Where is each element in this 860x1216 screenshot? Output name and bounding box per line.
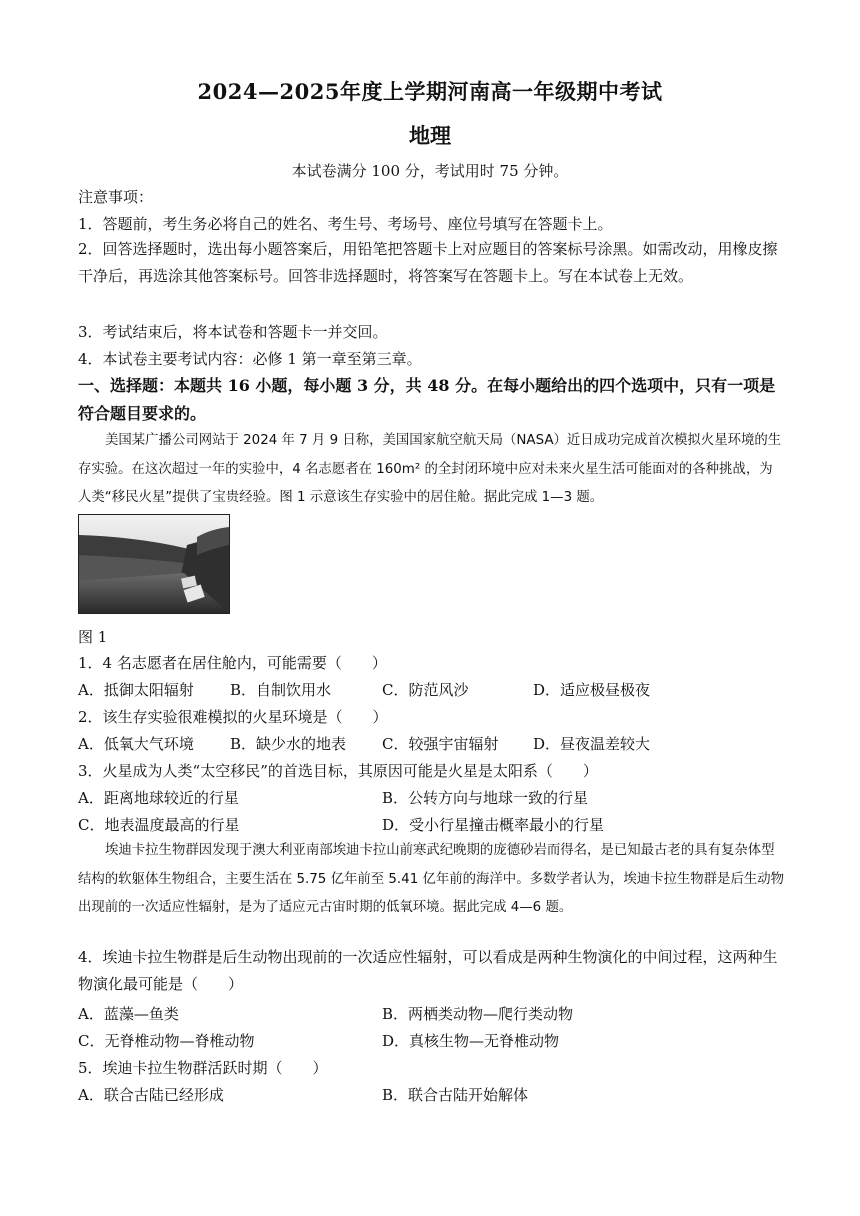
q4-option-a: A．蓝藻—鱼类 <box>78 1005 179 1023</box>
note-2: 2．回答选择题时，选出每小题答案后，用铅笔把答题卡上对应题目的答案标号涂黑。如需改动，用橡皮擦干净后，再选涂其他答案标号。回答非选择题时，将答案写在答题卡上。写在本试卷上无效。 <box>78 240 778 285</box>
q2-option-c: C．较强宇宙辐射 <box>382 735 499 753</box>
passage-2 <box>78 837 784 923</box>
section-1-heading: 一、选择题：本题共 16 小题，每小题 3 分，共 48 分。在每小题给出的四个选项中，只有一项是符合题目要求的。 <box>78 376 776 423</box>
passage-2-text: 埃迪卡拉生物群因发现于澳大利亚南部埃迪卡拉山前寒武纪晚期的庞德砂岩而得名，是已知最古老的具有复杂体型结构的软躯体生物组合，主要生活在 5.75 亿年前至 5.41 亿年前的海洋中。多数学者认为，埃迪卡拉生物群是后生动物出现前的一次适应性辐射，是为了适应元古宙时期的低氧环境。据此完成 4—6 题。 <box>78 843 785 915</box>
exam-subject: 地理 <box>409 123 451 148</box>
q5-option-a: A．联合古陆已经形成 <box>78 1086 224 1104</box>
note-1: 1．答题前，考生务必将自己的姓名、考生号、考场号、座位号填写在答题卡上。 <box>78 215 613 233</box>
q2-option-b: B．缺少水的地表 <box>230 735 347 753</box>
q1-option-b: B．自制饮用水 <box>230 681 332 699</box>
q4-option-b: B．两栖类动物—爬行类动物 <box>382 1005 574 1023</box>
q3-option-d: D．受小行星撞击概率最小的行星 <box>382 816 605 834</box>
exam-meta: 本试卷满分 100 分，考试用时 75 分钟。 <box>291 162 569 180</box>
figure-1-habitat-photo <box>78 514 230 614</box>
passage-1 <box>78 427 784 513</box>
note-4: 4．本试卷主要考试内容：必修 1 第一章至第三章。 <box>78 350 422 368</box>
passage-1-text: 美国某广播公司网站于 2024 年 7 月 9 日称，美国国家航空航天局（NASA）近日成功完成首次模拟火星环境的生存实验。在这次超过一年的实验中，4 名志愿者在 160m² 的全封闭环境中应对未来火星生活可能面对的各种挑战，为人类“移民火星”提供了宝贵经验。图 1 示意该生存实验中的居住舱。据此完成 1—3 题。 <box>78 433 782 505</box>
q4-stem: 4．埃迪卡拉生物群是后生动物出现前的一次适应性辐射，可以看成是两种生物演化的中间过程，这两种生物演化最可能是（ ） <box>78 948 778 993</box>
q5-option-b: B．联合古陆开始解体 <box>382 1086 529 1104</box>
q1-option-a: A．抵御太阳辐射 <box>78 681 194 699</box>
note-3: 3．考试结束后，将本试卷和答题卡一并交回。 <box>78 323 388 341</box>
q4-option-d: D．真核生物—无脊椎动物 <box>382 1032 560 1050</box>
habitat-image <box>79 515 229 613</box>
q1-option-c: C．防范风沙 <box>382 681 469 699</box>
q2-option-d: D．昼夜温差较大 <box>533 735 651 753</box>
q2-stem: 2．该生存实验很难模拟的火星环境是（ ） <box>78 708 388 726</box>
q3-option-a: A．距离地球较近的行星 <box>78 789 239 807</box>
q3-option-b: B．公转方向与地球一致的行星 <box>382 789 589 807</box>
q3-option-c: C．地表温度最高的行星 <box>78 816 240 834</box>
notes-heading: 注意事项： <box>78 188 154 206</box>
q3-stem: 3．火星成为人类“太空移民”的首选目标，其原因可能是火星是太阳系（ ） <box>78 762 598 780</box>
exam-title: 2024—2025年度上学期河南高一年级期中考试 <box>197 79 663 104</box>
figure-1-label: 图 1 <box>78 628 108 646</box>
q5-stem: 5．埃迪卡拉生物群活跃时期（ ） <box>78 1059 328 1077</box>
q4-option-c: C．无脊椎动物—脊椎动物 <box>78 1032 255 1050</box>
q1-option-d: D．适应极昼极夜 <box>533 681 651 699</box>
q1-stem: 1．4 名志愿者在居住舱内，可能需要（ ） <box>78 654 387 672</box>
q2-option-a: A．低氧大气环境 <box>78 735 194 753</box>
